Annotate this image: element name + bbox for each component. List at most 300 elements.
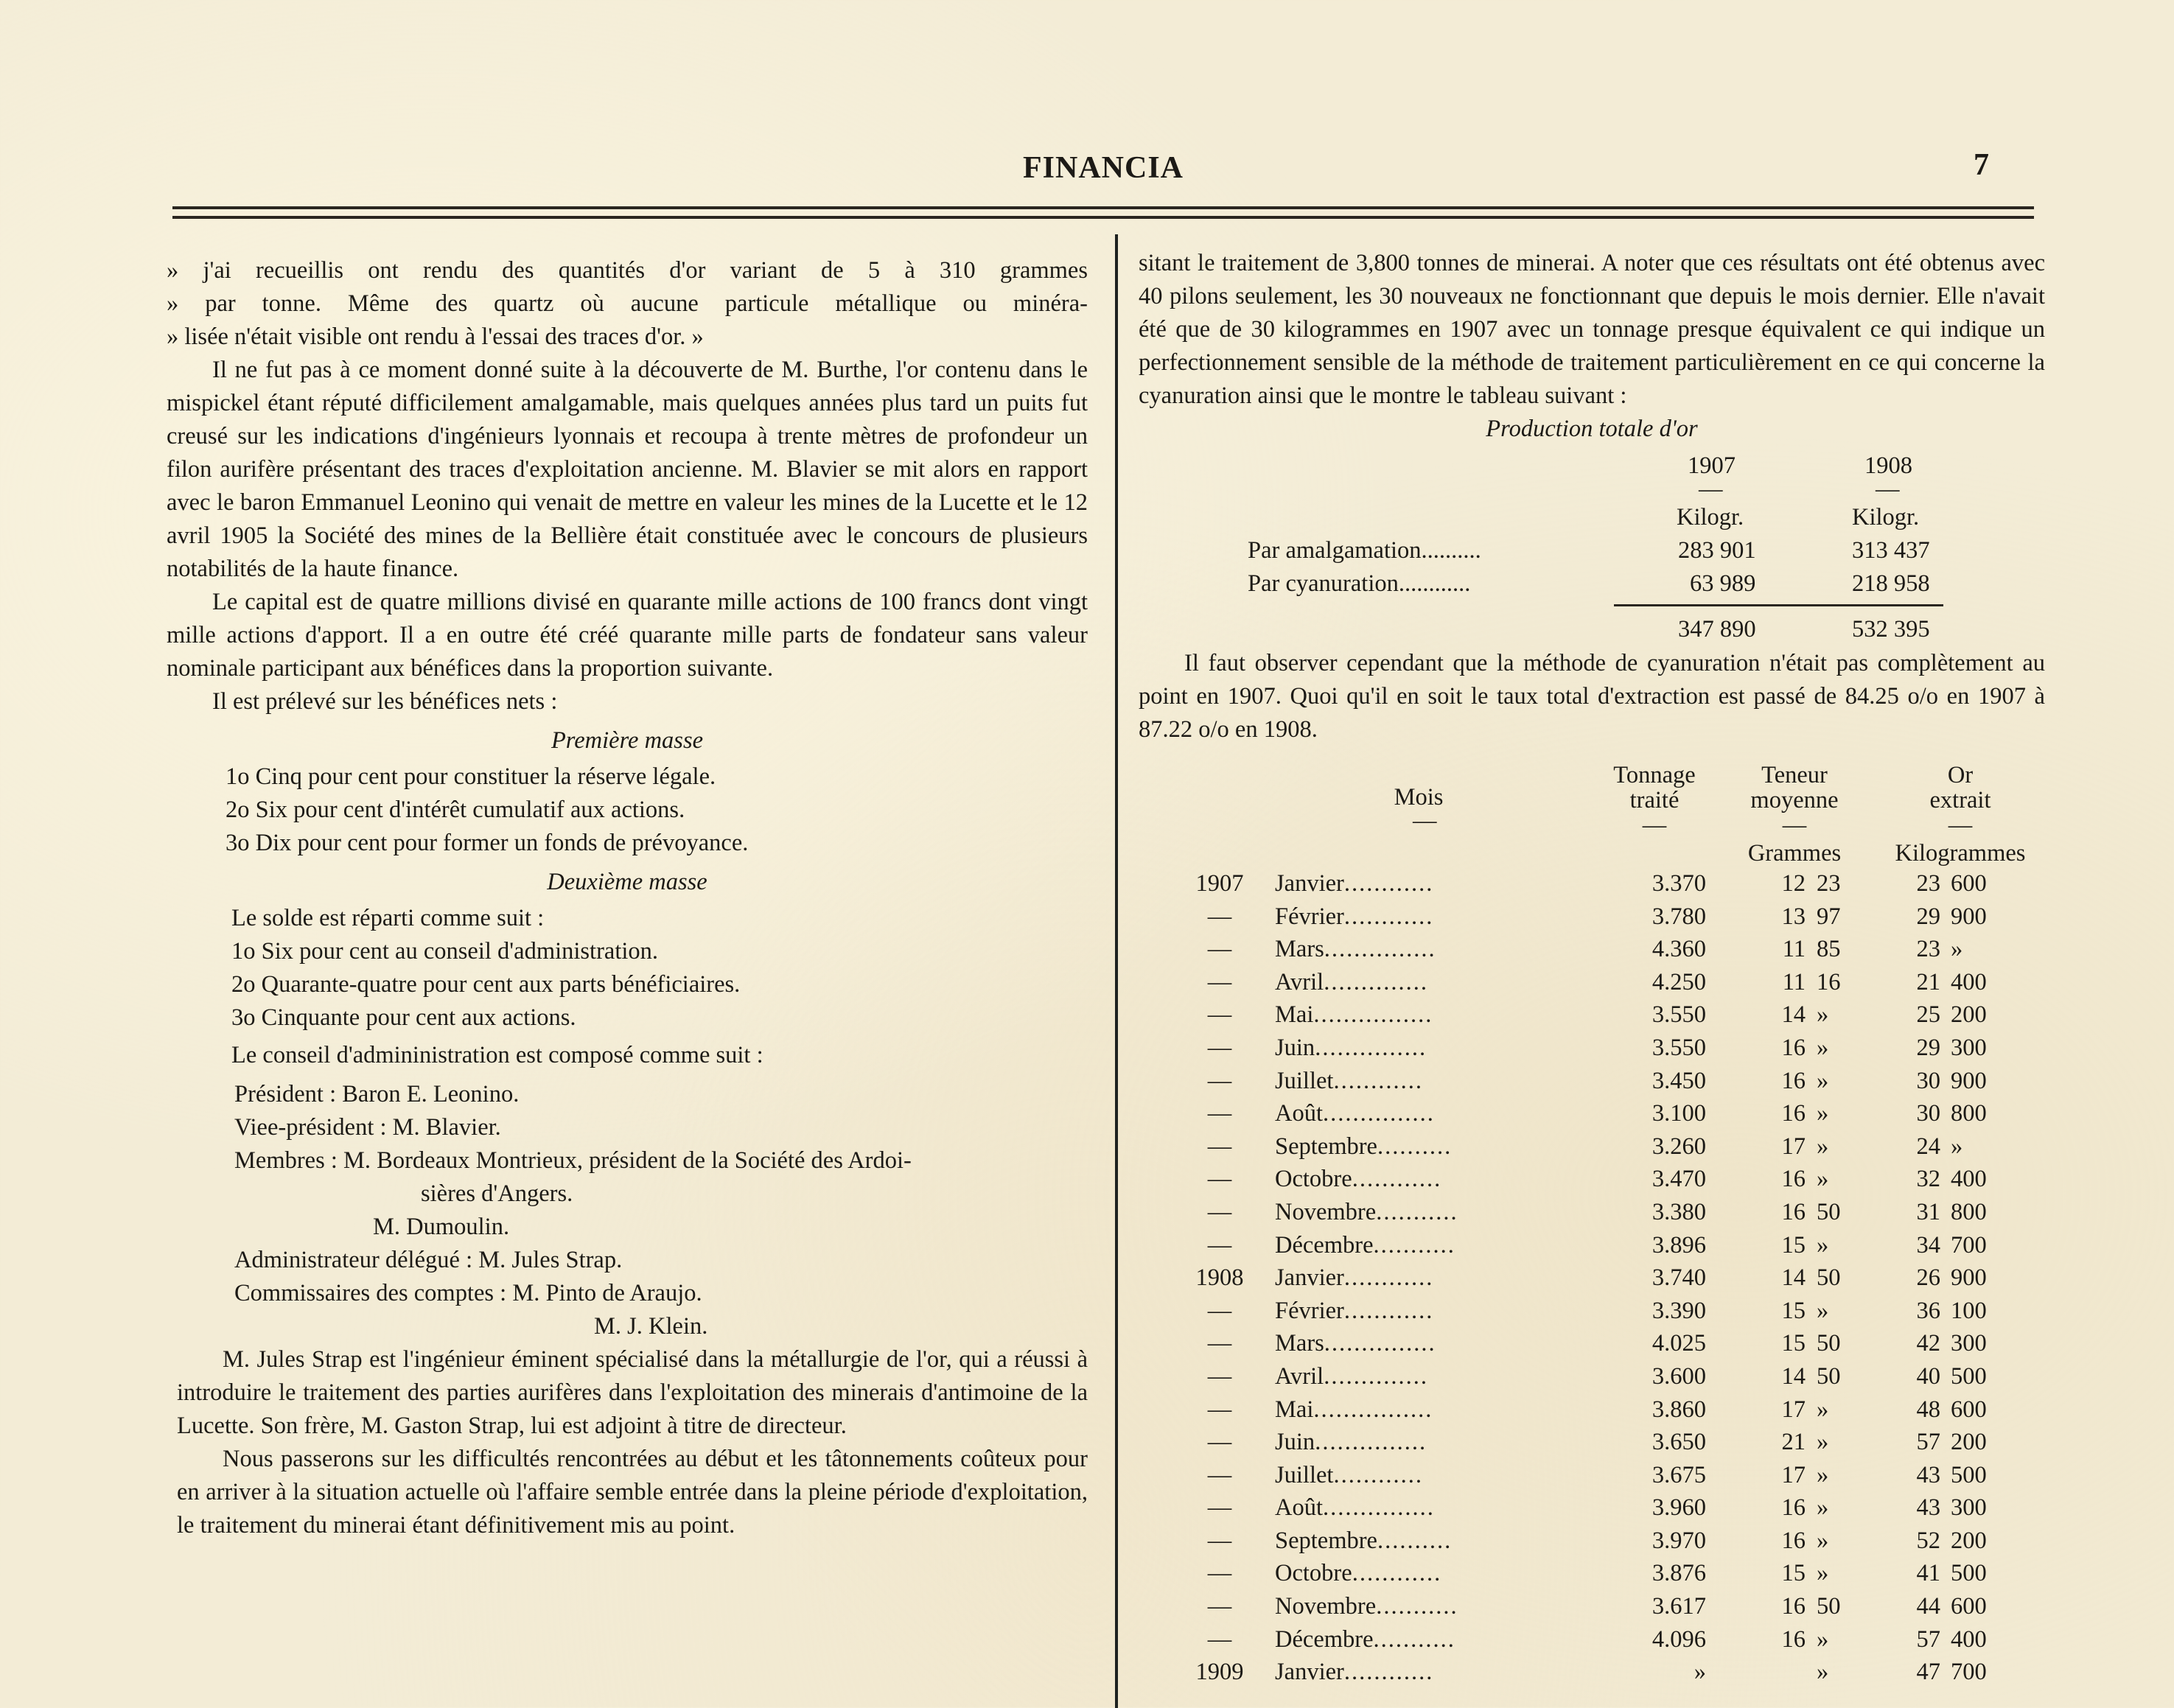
leader-dots: ............... [1324, 1330, 1436, 1357]
row-month [1275, 1459, 1423, 1492]
board-member-dumoulin: M. Dumoulin. [373, 1214, 510, 1240]
table-row [1139, 1295, 2045, 1328]
table-row [1139, 1065, 2045, 1098]
row-gold-units: 300 [1951, 1330, 1987, 1357]
row-tonnage: 3.380 [1652, 1198, 1706, 1225]
row-year: 1908 [1195, 1264, 1244, 1292]
row-label-amalgamation: Par amalgamation [1248, 537, 1422, 564]
row-month [1275, 1525, 1452, 1558]
row-gold-thousands: 44 [1916, 1593, 1940, 1620]
table-row [1139, 1229, 2045, 1262]
production-dash: — [1876, 476, 1900, 503]
row-gold-units: 400 [1951, 1166, 1987, 1193]
row-year: — [1207, 1625, 1232, 1653]
paragraph-observe: Il faut observer cependant que la méthode de cyanuration n'était pas complètement au point en 1907. Quoi qu'il en soit le taux total d'extraction est passé de 84.25 o/o en 1907 à 87.22 o/o en 1908. [1139, 650, 2045, 743]
row-tonnage: 4.025 [1652, 1330, 1706, 1357]
row-gold-thousands: 23 [1916, 870, 1940, 897]
leader-dots: ............... [1324, 936, 1436, 963]
first-mass-item: 1o Cinq pour cent pour constituer la réserve légale. [226, 763, 716, 790]
row-grade-fraction: 50 [1817, 1198, 1841, 1225]
row-year: — [1207, 1034, 1232, 1061]
row-year: — [1207, 936, 1232, 963]
leader-dots: ............ [1333, 1067, 1423, 1094]
board-composition [167, 1039, 1088, 1343]
production-year-1907: 1907 [1688, 452, 1736, 479]
paragraph-capital: Le capital est de quatre millions divisé en quarante mille actions de 100 francs dont vingt mille actions d'apport. Il a en outre été créé quarante mille parts de fondateur sans valeur nominale participant aux bénéfices dans la proportion suivante. [167, 589, 1088, 682]
quote-line: » par tonne. Même des quartz où aucune particule métallique ou minéra- [167, 290, 1088, 317]
row-tonnage: 3.876 [1652, 1560, 1706, 1587]
row-gold-units: » [1951, 1133, 1963, 1160]
row-gold-units: 600 [1951, 1396, 1987, 1423]
leader-dots: ........... [1376, 1198, 1458, 1225]
row-month [1275, 1623, 1455, 1656]
month-label: Décembre [1275, 1231, 1374, 1259]
row-grade-grams: 15 [1781, 1330, 1806, 1357]
table-row [1139, 1360, 2045, 1393]
page-number: 7 [1974, 148, 1989, 182]
paragraph-difficulties: Nous passerons sur les difficultés rencontrées au début et les tâtonnements coûteux pour en arriver à la situation actuelle où l'affaire semble entrée dans la pleine période d'exploitation, le traitement du minerai étant définitivement mis au point. [177, 1446, 1088, 1539]
month-label: Juin [1275, 1429, 1315, 1456]
production-value: 283 901 [1678, 537, 1756, 564]
header-rule-bottom [172, 216, 2034, 219]
row-gold-units: 500 [1951, 1362, 1987, 1390]
row-gold-units: 100 [1951, 1297, 1987, 1324]
second-mass-item: 2o Quarante-quatre pour cent aux parts bénéficiaires. [231, 971, 741, 998]
row-grade-grams: 16 [1781, 1494, 1806, 1522]
table-row [1139, 1327, 2045, 1360]
row-gold-thousands: 29 [1916, 903, 1940, 930]
row-month [1275, 900, 1433, 934]
month-label: Juillet [1275, 1067, 1334, 1094]
row-gold-units: 800 [1951, 1100, 1987, 1127]
row-month [1275, 1261, 1433, 1295]
row-year: 1907 [1195, 870, 1244, 897]
row-gold-thousands: 43 [1916, 1461, 1940, 1488]
row-gold-thousands: 36 [1916, 1297, 1940, 1324]
row-gold-thousands: 41 [1916, 1560, 1940, 1587]
table-row [1139, 1426, 2045, 1459]
header-or-line1: Or [1947, 762, 1974, 788]
row-grade-grams: 13 [1781, 903, 1806, 930]
row-gold-thousands: 24 [1916, 1133, 1940, 1160]
table-row [1139, 1525, 2045, 1558]
row-month [1275, 998, 1433, 1032]
row-tonnage: 3.970 [1652, 1527, 1706, 1554]
row-grade-fraction: » [1817, 1100, 1829, 1127]
row-gold-thousands: 26 [1916, 1264, 1940, 1292]
header-or [1876, 763, 2045, 866]
second-mass-intro: Le solde est réparti comme suit : [231, 905, 545, 931]
row-tonnage: 3.470 [1652, 1166, 1706, 1193]
masthead-title: FINANCIA [1023, 151, 1184, 185]
row-year: — [1207, 1001, 1232, 1029]
header-mois: Mois [1394, 784, 1444, 811]
row-grade-grams: 16 [1781, 1527, 1806, 1554]
row-grade-fraction: 50 [1817, 1330, 1841, 1357]
row-gold-thousands: 30 [1916, 1067, 1940, 1094]
production-value: 63 989 [1690, 570, 1756, 597]
first-mass-item: 3o Dix pour cent pour former un fonds de prévoyance. [226, 830, 749, 856]
month-label: Novembre [1275, 1593, 1377, 1620]
production-total: 347 890 [1678, 616, 1756, 643]
month-label: Août [1275, 1100, 1323, 1127]
row-gold-thousands: 23 [1916, 936, 1940, 963]
production-value: 218 958 [1852, 570, 1930, 597]
leader-dots: .......... [1421, 537, 1481, 564]
leader-dots: ............ [1343, 1297, 1434, 1324]
row-gold-units: 300 [1951, 1494, 1987, 1522]
right-column [1139, 247, 2045, 1689]
leader-dots: ............ [1333, 1461, 1423, 1488]
leader-dots: ............... [1315, 1034, 1427, 1061]
board-intro: Le conseil d'admininistration est composé comme suit : [231, 1042, 763, 1068]
row-grade-fraction: 97 [1817, 903, 1841, 930]
row-grade-fraction: 85 [1817, 936, 1841, 963]
row-month [1275, 1557, 1441, 1590]
leader-dots: ................ [1313, 1396, 1433, 1423]
row-gold-units: 900 [1951, 903, 1987, 930]
board-auditors-continued: M. J. Klein. [594, 1313, 708, 1340]
board-president: Président : Baron E. Leonino. [234, 1081, 520, 1107]
header-tonnage [1595, 763, 1713, 838]
table-row [1139, 998, 2045, 1032]
table-row [1139, 1097, 2045, 1130]
row-grade-fraction: » [1817, 1429, 1829, 1456]
table-row [1139, 1196, 2045, 1229]
month-label: Février [1275, 903, 1344, 930]
paragraph-results: sitant le traitement de 3,800 tonnes de minerai. A noter que ces résultats ont été obtenus avec 40 pilons seulement, les 30 nouveaux ne fonctionnant que depuis le mois dernier. Elle n'avait été que de 30 kilogrammes en 1907 avec un tonnage presque équivalent ce qui indique un perfectionnement sensible de la méthode de traitement particulièrement en ce qui concerne la cyanuration ainsi que le montre le tableau suivant : [1139, 250, 2045, 409]
month-label: Octobre [1275, 1166, 1352, 1193]
row-year: — [1207, 1527, 1232, 1554]
header-or-line2: extrait [1929, 787, 1991, 813]
row-tonnage: 3.550 [1652, 1001, 1706, 1029]
row-month [1275, 1163, 1441, 1196]
monthly-table-body [1139, 867, 2045, 1689]
row-month [1275, 1590, 1458, 1623]
table-row [1139, 1623, 2045, 1656]
row-grade-fraction: » [1817, 1560, 1829, 1587]
row-month [1275, 1656, 1433, 1689]
month-label: Avril [1275, 968, 1324, 995]
row-year: — [1207, 1100, 1232, 1127]
row-grade-grams: 16 [1781, 1198, 1806, 1225]
table-row [1139, 1032, 2045, 1065]
production-table-title: Production totale d'or [1486, 416, 1698, 442]
row-gold-thousands: 32 [1916, 1166, 1940, 1193]
row-gold-units: 400 [1951, 968, 1987, 995]
row-gold-thousands: 25 [1916, 1001, 1940, 1029]
row-tonnage: 4.360 [1652, 936, 1706, 963]
row-grade-fraction: » [1817, 1297, 1829, 1324]
table-row [1139, 1130, 2045, 1163]
production-row-label [1248, 534, 1481, 567]
leader-dots: ............ [1343, 1659, 1434, 1686]
row-gold-units: 900 [1951, 1264, 1987, 1292]
leader-dots: ............ [1398, 570, 1471, 597]
leader-dots: ................ [1313, 1001, 1433, 1029]
row-month [1275, 1065, 1423, 1098]
row-gold-thousands: 43 [1916, 1494, 1940, 1522]
production-year-1908: 1908 [1864, 452, 1912, 479]
leader-dots: ............ [1343, 870, 1434, 897]
leader-dots: .............. [1324, 1362, 1428, 1390]
board-members: Membres : M. Bordeaux Montrieux, président de la Société des Ardoi- [234, 1147, 912, 1174]
table-row [1139, 1459, 2045, 1492]
second-mass-item: 3o Cinquante pour cent aux actions. [231, 1004, 576, 1031]
row-gold-thousands: 34 [1916, 1231, 1940, 1259]
table-row [1139, 900, 2045, 934]
row-grade-fraction: » [1817, 1133, 1829, 1160]
row-year: — [1207, 1560, 1232, 1587]
row-tonnage: 3.780 [1652, 903, 1706, 930]
quote-block [167, 254, 1088, 354]
row-gold-units: 900 [1951, 1067, 1987, 1094]
row-month [1275, 867, 1433, 900]
row-month [1275, 933, 1436, 966]
production-sum-rule [1614, 604, 1943, 606]
row-grade-grams: 16 [1781, 1034, 1806, 1061]
row-month [1275, 1327, 1436, 1360]
month-label: Octobre [1275, 1560, 1352, 1587]
row-month [1275, 1393, 1433, 1427]
row-tonnage: 4.250 [1652, 968, 1706, 995]
row-grade-fraction: » [1817, 1067, 1829, 1094]
month-label: Septembre [1275, 1133, 1377, 1160]
row-grade-fraction: » [1817, 1625, 1829, 1653]
row-year: — [1207, 1330, 1232, 1357]
row-tonnage: 3.740 [1652, 1264, 1706, 1292]
row-gold-thousands: 47 [1916, 1659, 1940, 1686]
row-gold-thousands: 42 [1916, 1330, 1940, 1357]
row-gold-units: 200 [1951, 1429, 1987, 1456]
quote-line: » j'ai recueillis ont rendu des quantités d'or variant de 5 à 310 grammes [167, 257, 1088, 284]
row-gold-units: » [1951, 936, 1963, 963]
month-label: Janvier [1275, 1264, 1344, 1292]
leader-dots: ............... [1323, 1494, 1435, 1522]
row-gold-units: 200 [1951, 1527, 1987, 1554]
board-members-continued: sières d'Angers. [421, 1180, 573, 1207]
table-row [1139, 1491, 2045, 1525]
first-mass-list [167, 760, 1088, 860]
row-tonnage: 3.650 [1652, 1429, 1706, 1456]
header-teneur-line1: Teneur [1761, 762, 1828, 788]
table-row [1139, 933, 2045, 966]
month-label: Juin [1275, 1034, 1315, 1061]
row-gold-thousands: 57 [1916, 1625, 1940, 1653]
table-row [1139, 1163, 2045, 1196]
row-grade-fraction: 50 [1817, 1362, 1841, 1390]
row-gold-units: 500 [1951, 1461, 1987, 1488]
row-grade-grams: 21 [1781, 1429, 1806, 1456]
row-tonnage: 3.960 [1652, 1494, 1706, 1522]
row-grade-grams: 15 [1781, 1297, 1806, 1324]
header-dash: — [1642, 812, 1667, 839]
row-tonnage: 3.600 [1652, 1362, 1706, 1390]
month-label: Janvier [1275, 1659, 1344, 1686]
row-grade-grams: 17 [1781, 1396, 1806, 1423]
row-month [1275, 1097, 1435, 1130]
row-gold-thousands: 29 [1916, 1034, 1940, 1061]
second-mass-list [167, 902, 1088, 1035]
row-grade-fraction: » [1817, 1461, 1829, 1488]
row-grade-fraction: 23 [1817, 870, 1841, 897]
row-grade-grams: 16 [1781, 1625, 1806, 1653]
row-gold-units: 600 [1951, 1593, 1987, 1620]
row-tonnage: 3.260 [1652, 1133, 1706, 1160]
header-dash: — [1413, 808, 1437, 834]
month-label: Mars [1275, 1330, 1324, 1357]
production-table [1139, 413, 2045, 643]
row-month [1275, 1491, 1435, 1525]
table-row [1139, 1656, 2045, 1689]
table-row [1139, 966, 2045, 999]
row-label-cyanuration: Par cyanuration [1248, 570, 1399, 597]
month-label: Janvier [1275, 870, 1344, 897]
row-tonnage: 3.896 [1652, 1231, 1706, 1259]
leader-dots: ............ [1352, 1560, 1442, 1587]
month-label: Août [1275, 1494, 1323, 1522]
month-label: Décembre [1275, 1625, 1374, 1653]
monthly-table [1139, 757, 2045, 1689]
production-unit: Kilogr. [1677, 504, 1744, 531]
table-row [1139, 867, 2045, 900]
row-gold-units: 700 [1951, 1659, 1987, 1686]
leader-dots: ........... [1373, 1625, 1455, 1653]
row-year: — [1207, 1494, 1232, 1522]
row-year: — [1207, 1166, 1232, 1193]
first-mass-item: 2o Six pour cent d'intérêt cumulatif aux actions. [226, 797, 685, 823]
leader-dots: ............... [1323, 1100, 1435, 1127]
row-grade-grams: 11 [1782, 936, 1806, 963]
row-grade-grams: 16 [1781, 1166, 1806, 1193]
row-grade-fraction: » [1817, 1659, 1829, 1686]
row-grade-grams: 17 [1781, 1461, 1806, 1488]
month-label: Juillet [1275, 1461, 1334, 1488]
header-tonnage-line2: traité [1629, 787, 1680, 813]
row-grade-fraction: » [1817, 1034, 1829, 1061]
row-tonnage: 3.390 [1652, 1297, 1706, 1324]
leader-dots: ............ [1352, 1166, 1442, 1193]
row-gold-units: 700 [1951, 1231, 1987, 1259]
leader-dots: ............ [1343, 1264, 1434, 1292]
first-mass-heading: Première masse [551, 727, 704, 754]
table-row [1139, 1557, 2045, 1590]
row-gold-units: 300 [1951, 1034, 1987, 1061]
row-tonnage: 3.617 [1652, 1593, 1706, 1620]
monthly-table-header [1139, 757, 2045, 867]
row-grade-grams: 11 [1782, 968, 1806, 995]
row-grade-grams: 14 [1781, 1001, 1806, 1029]
production-dash: — [1699, 476, 1723, 503]
header-teneur-unit: Grammes [1747, 840, 1842, 867]
row-grade-grams: 15 [1781, 1231, 1806, 1259]
board-delegate: Administrateur délégué : M. Jules Strap. [234, 1247, 623, 1273]
row-gold-thousands: 31 [1916, 1198, 1940, 1225]
header-dash: — [1948, 812, 1973, 839]
row-month [1275, 1295, 1433, 1328]
paragraph-discovery: Il ne fut pas à ce moment donné suite à la découverte de M. Burthe, l'or contenu dans le mispickel étant réputé difficilement amalgamable, mais quelques années plus tard un puits fut creusé sur les indications d'ingénieurs lyonnais et recoupa à trente mètres de profondeur un filon aurifère présentant des traces d'exploitation ancienne. M. Blavier se mit alors en rapport avec le baron Emmanuel Leonino qui venait de mettre en valeur les mines de la Lucette et le 12 avril 1905 la Société des mines de la Bellière était constituée avec le concours de plusieurs notabilités de la haute finance. [167, 357, 1088, 582]
month-label: Novembre [1275, 1198, 1377, 1225]
paragraph-strap: M. Jules Strap est l'ingénieur éminent spécialisé dans la métallurgie de l'or, qui a réussi à introduire le traitement des parties aurifères dans l'exploitation des minerais d'antimoine de la Lucette. Son frère, M. Gaston Strap, lui est adjoint à titre de directeur. [177, 1346, 1088, 1439]
row-gold-units: 600 [1951, 870, 1987, 897]
row-gold-thousands: 40 [1916, 1362, 1940, 1390]
row-tonnage: 4.096 [1652, 1625, 1706, 1653]
production-value: 313 437 [1852, 537, 1930, 564]
header-teneur [1736, 763, 1853, 866]
leader-dots: .......... [1377, 1133, 1453, 1160]
leader-dots: ............... [1315, 1429, 1427, 1456]
row-gold-thousands: 30 [1916, 1100, 1940, 1127]
row-grade-fraction: » [1817, 1527, 1829, 1554]
row-grade-grams: 16 [1781, 1100, 1806, 1127]
board-auditors: Commissaires des comptes : M. Pinto de Araujo. [234, 1280, 702, 1306]
production-unit: Kilogr. [1852, 504, 1920, 531]
month-label: Mai [1275, 1396, 1314, 1423]
quote-line: » lisée n'était visible ont rendu à l'essai des traces d'or. » [167, 323, 704, 350]
row-grade-fraction: 16 [1817, 968, 1841, 995]
row-year: — [1207, 1461, 1232, 1488]
second-mass-heading: Deuxième masse [547, 869, 707, 895]
row-month [1275, 1229, 1455, 1262]
row-year: — [1207, 903, 1232, 930]
table-row [1139, 1261, 2045, 1295]
prelevement-intro: Il est prélevé sur les bénéfices nets : [212, 688, 558, 715]
row-month [1275, 1360, 1428, 1393]
row-grade-grams: 14 [1781, 1264, 1806, 1292]
header-dash: — [1782, 812, 1807, 839]
leader-dots: .............. [1324, 968, 1428, 995]
row-tonnage: 3.450 [1652, 1067, 1706, 1094]
month-label: Mars [1275, 936, 1324, 963]
leader-dots: ............ [1343, 903, 1434, 930]
row-month [1275, 1196, 1458, 1229]
row-month [1275, 966, 1428, 999]
row-gold-units: 200 [1951, 1001, 1987, 1029]
leader-dots: ........... [1373, 1231, 1455, 1259]
row-tonnage: 3.675 [1652, 1461, 1706, 1488]
row-year: — [1207, 1231, 1232, 1259]
row-gold-thousands: 52 [1916, 1527, 1940, 1554]
row-tonnage: 3.100 [1652, 1100, 1706, 1127]
row-grade-fraction: » [1817, 1001, 1829, 1029]
leader-dots: .......... [1377, 1527, 1453, 1554]
header-rule-top [172, 206, 2034, 209]
row-month [1275, 1032, 1427, 1065]
leader-dots: ........... [1376, 1593, 1458, 1620]
header-or-unit: Kilogrammes [1895, 840, 2026, 867]
second-mass-item: 1o Six pour cent au conseil d'administration. [231, 938, 659, 965]
row-gold-units: 400 [1951, 1625, 1987, 1653]
row-grade-grams: 17 [1781, 1133, 1806, 1160]
month-label: Mai [1275, 1001, 1314, 1029]
row-grade-fraction: » [1817, 1494, 1829, 1522]
row-grade-fraction: » [1817, 1166, 1829, 1193]
table-row [1139, 1590, 2045, 1623]
row-tonnage: 3.860 [1652, 1396, 1706, 1423]
month-label: Septembre [1275, 1527, 1377, 1554]
row-grade-grams: 14 [1781, 1362, 1806, 1390]
row-month [1275, 1426, 1427, 1459]
row-grade-fraction: » [1817, 1231, 1829, 1259]
row-year: — [1207, 1362, 1232, 1390]
row-gold-thousands: 57 [1916, 1429, 1940, 1456]
month-label: Avril [1275, 1362, 1324, 1390]
row-grade-fraction: 50 [1817, 1593, 1841, 1620]
row-month [1275, 1130, 1452, 1163]
row-year: — [1207, 1396, 1232, 1423]
board-vice-president: Viee-président : M. Blavier. [234, 1114, 501, 1141]
row-tonnage: » [1694, 1659, 1706, 1686]
